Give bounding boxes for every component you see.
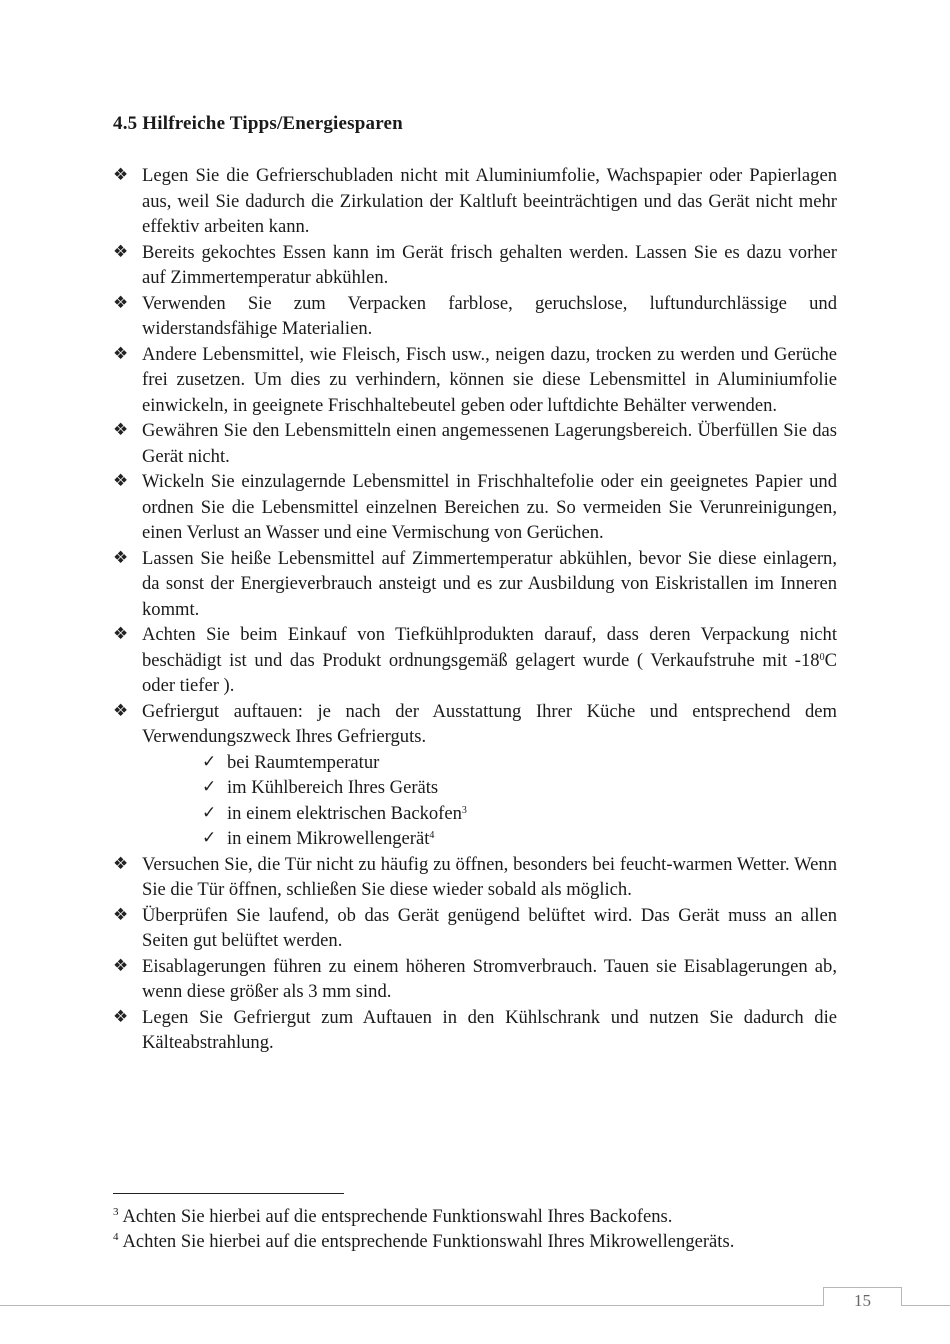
tip-item <box>113 546 837 623</box>
tip-item-thaw <box>113 699 837 852</box>
tip-text: Legen Sie Gefriergut zum Auftauen in den Kühlschrank und nutzen Sie dadurch die Kälteabstrahlung. <box>142 1006 837 1053</box>
diamond-bullet-icon: ❖ <box>113 420 129 440</box>
tip-text <box>142 622 837 699</box>
tip-item <box>113 852 837 903</box>
footnotes <box>113 1204 873 1254</box>
diamond-bullet-icon: ❖ <box>113 343 129 364</box>
section-heading: 4.5 Hilfreiche Tipps/Energiesparen <box>113 113 403 134</box>
tip-item <box>113 291 837 342</box>
tip-text: Gefriergut auftauen: je nach der Ausstattung Ihrer Küche und entsprechend dem Verwendungszweck Ihres Gefrierguts. <box>142 700 837 747</box>
footnote-text: Achten Sie hierbei auf die entsprechende Funktionswahl Ihres Backofens. <box>122 1206 673 1227</box>
diamond-bullet-icon: ❖ <box>113 165 129 185</box>
tip-item <box>113 1005 837 1056</box>
tip-text-part: Achten Sie beim Einkauf von Tiefkühlprodukten darauf, dass deren Verpackung nicht beschädigt ist und das Produkt ordnungsgemäß gelagert wurde ( Verkaufstruhe mit -18 <box>142 624 837 671</box>
footnote-text: Achten Sie hierbei auf die entsprechende Funktionswahl Ihres Mikrowellengeräts. <box>122 1231 735 1252</box>
tip-text: Bereits gekochtes Essen kann im Gerät frisch gehalten werden. Lassen Sie es dazu vorher auf Zimmertemperatur abkühlen. <box>142 241 837 288</box>
tip-item <box>113 903 837 954</box>
thaw-option <box>202 750 837 776</box>
thaw-option <box>202 801 837 827</box>
diamond-bullet-icon: ❖ <box>113 241 129 262</box>
diamond-bullet-icon: ❖ <box>113 471 129 491</box>
degree-superscript: 0 <box>819 651 825 663</box>
tip-item <box>113 469 837 546</box>
tip-text: Versuchen Sie, die Tür nicht zu häufig zu öffnen, besonders bei feucht-warmen Wetter. Wenn Sie die Tür öffnen, schließen Sie diese wieder sobald als möglich. <box>142 853 837 900</box>
tip-item <box>113 954 837 1005</box>
tip-item <box>113 418 837 469</box>
footnote-number: 3 <box>113 1206 119 1218</box>
diamond-bullet-icon: ❖ <box>113 700 129 721</box>
diamond-bullet-icon: ❖ <box>113 955 129 976</box>
tip-text: Gewähren Sie den Lebensmitteln einen angemessenen Lagerungsbereich. Überfüllen Sie das Gerät nicht. <box>142 420 837 467</box>
diamond-bullet-icon: ❖ <box>113 547 129 568</box>
footer-rule <box>0 1305 823 1306</box>
footnote-number: 4 <box>113 1231 119 1243</box>
checkmark-icon: ✓ <box>202 802 217 823</box>
thaw-option-label: bei Raumtemperatur <box>227 751 380 773</box>
thaw-option-label: im Kühlbereich Ihres Geräts <box>227 777 439 798</box>
footnote <box>113 1204 873 1229</box>
tip-item-purchase <box>113 622 837 699</box>
tip-text: Verwenden Sie zum Verpacken farblose, geruchslose, luftundurchlässige und widerstandsfähige Materialien. <box>142 292 837 339</box>
checkmark-icon: ✓ <box>202 828 217 848</box>
tip-text: Andere Lebensmittel, wie Fleisch, Fisch usw., neigen dazu, trocken zu werden und Gerüche frei zusetzen. Um dies zu verhindern, können sie diese Lebensmittel in Aluminiumfolie einwickeln, in geeignete Frischhaltebeutel geben oder luftdichte Behälter verwenden. <box>142 343 837 416</box>
thaw-option <box>202 826 837 852</box>
tip-text: Legen Sie die Gefrierschubladen nicht mit Aluminiumfolie, Wachspapier oder Papierlagen aus, weil Sie dadurch die Zirkulation der Kaltluft beeinträchtigen und das Gerät nicht mehr effektiv arbeiten kann. <box>142 165 837 237</box>
page-number: 15 <box>823 1287 902 1306</box>
footnote-reference[interactable]: 4 <box>429 830 435 841</box>
footnote <box>113 1229 873 1254</box>
tip-text: Wickeln Sie einzulagernde Lebensmittel in Frischhaltefolie oder ein geeignetes Papier und ordnen Sie die Lebensmittel einzelnen Bereichen zu. So vermeiden Sie Verunreinigungen, einen Verlust an Wasser und eine Vermischung von Gerüchen. <box>142 471 837 543</box>
tip-item <box>113 342 837 419</box>
diamond-bullet-icon: ❖ <box>113 1006 129 1027</box>
tip-item <box>113 240 837 291</box>
diamond-bullet-icon: ❖ <box>113 853 129 874</box>
diamond-bullet-icon: ❖ <box>113 904 129 925</box>
diamond-bullet-icon: ❖ <box>113 624 129 644</box>
thaw-option-label: in einem Mikrowellengerät <box>227 828 430 849</box>
checkmark-icon: ✓ <box>202 777 217 797</box>
tip-text: Eisablagerungen führen zu einem höheren Stromverbrauch. Tauen sie Eisablagerungen ab, wenn diese größer als 3 mm sind. <box>142 955 837 1002</box>
tip-text: Überprüfen Sie laufend, ob das Gerät genügend belüftet wird. Das Gerät muss an allen Seiten gut belüftet werden. <box>142 904 837 951</box>
thaw-options-list <box>142 750 837 852</box>
tip-text-part: C oder tiefer ). <box>142 649 837 696</box>
tip-text: Lassen Sie heiße Lebensmittel auf Zimmertemperatur abkühlen, bevor Sie diese einlagern, da sonst der Energieverbrauch ansteigt und es zur Ausbildung von Eiskristallen im Inneren kommt. <box>142 547 837 620</box>
tip-item <box>113 163 837 240</box>
footnote-reference[interactable]: 3 <box>461 804 467 816</box>
thaw-option-label: in einem elektrischen Backofen <box>227 802 462 824</box>
footnote-separator <box>113 1193 344 1194</box>
thaw-option <box>202 775 837 801</box>
checkmark-icon: ✓ <box>202 751 217 772</box>
tips-list <box>113 163 837 1056</box>
footer-rule <box>901 1305 950 1306</box>
diamond-bullet-icon: ❖ <box>113 292 129 313</box>
